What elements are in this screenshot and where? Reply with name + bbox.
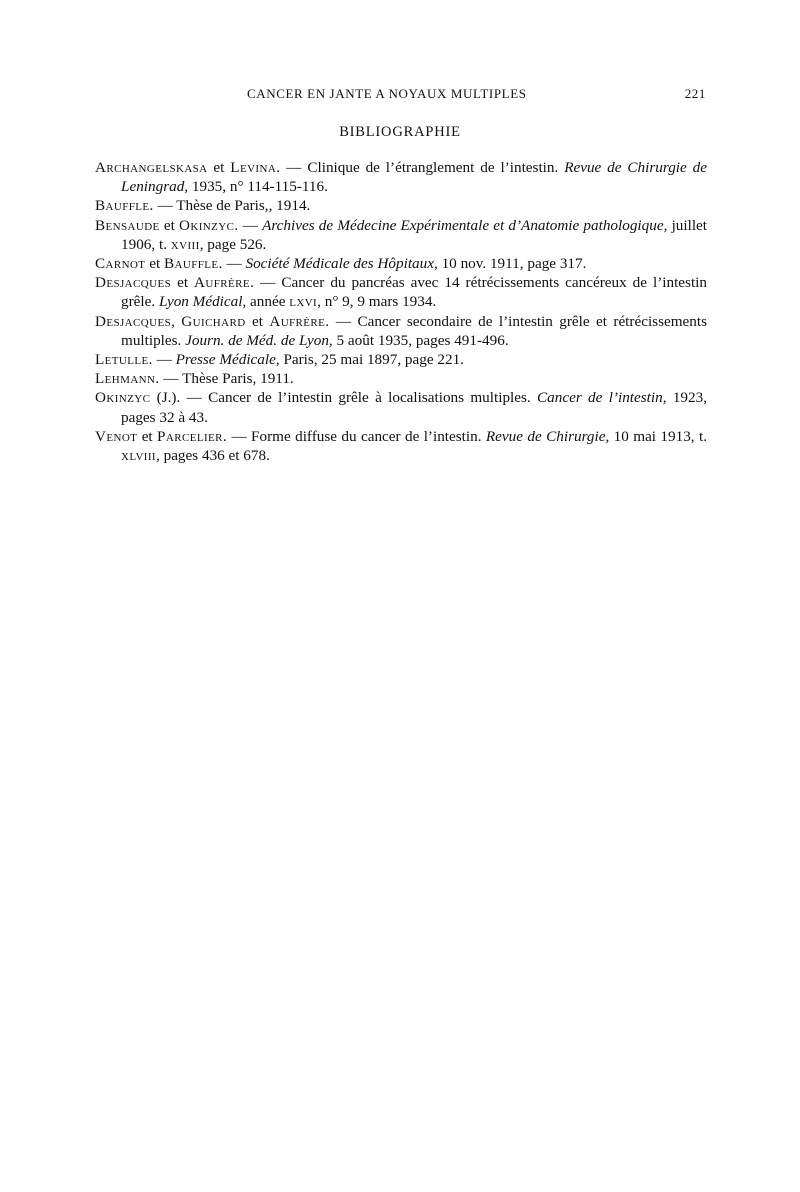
entry-text: , xyxy=(171,312,182,330)
entry-text: (J.). — Cancer de l’intestin grêle à localisations multiples. xyxy=(150,389,538,407)
entry-text: et xyxy=(171,274,195,292)
entry-text: 5 août 1935, pages 491-496. xyxy=(332,331,509,349)
bibliography-entry xyxy=(95,196,707,215)
author: Desjacques xyxy=(95,274,172,292)
bibliography-entry xyxy=(95,369,707,388)
journal-title: Société Médicale des Hôpitaux, xyxy=(245,255,438,273)
bibliography-entry xyxy=(95,158,707,196)
journal-title: Journ. de Méd. de Lyon, xyxy=(185,331,333,349)
volume-numeral: xviii xyxy=(170,235,200,253)
author: Lehmann. xyxy=(95,370,160,388)
author: Bauffle. xyxy=(95,197,154,215)
entry-text: et xyxy=(159,216,179,234)
entry-text: , page 526. xyxy=(199,235,267,253)
bibliography-entry xyxy=(95,312,707,350)
author: Desjacques xyxy=(95,312,172,330)
entry-text: — xyxy=(152,351,176,369)
author: Aufrère. xyxy=(269,312,330,330)
bibliography-entry xyxy=(95,388,707,426)
volume-numeral: xlviii xyxy=(121,447,156,465)
running-title: CANCER EN JANTE A NOYAUX MULTIPLES xyxy=(247,86,527,101)
page-number: 221 xyxy=(684,86,706,101)
bibliography-entry xyxy=(95,254,707,273)
author: Venot xyxy=(95,427,138,445)
entry-text: — Thèse de Paris,, 1914. xyxy=(153,197,311,215)
author: Guichard xyxy=(181,312,246,330)
entry-text: juillet 1906, t. xyxy=(121,216,708,253)
author: Okinzyc xyxy=(95,389,151,407)
entry-text: 10 nov. 1911, page 317. xyxy=(437,255,587,273)
author: Bensaude xyxy=(95,216,160,234)
bibliography-list xyxy=(95,158,707,465)
entry-text: , pages 436 et 678. xyxy=(156,447,270,465)
entry-text: et xyxy=(137,427,158,445)
bibliography-entry xyxy=(95,350,707,369)
volume-numeral: lxvi xyxy=(289,293,318,311)
author: Letulle. xyxy=(95,351,153,369)
section-title: BIBLIOGRAPHIE xyxy=(339,124,461,140)
author: Carnot xyxy=(95,255,146,273)
author: Parcelier. xyxy=(157,427,228,445)
author: Levina. xyxy=(230,159,281,176)
entry-text: et xyxy=(207,159,231,176)
author: Bauffle. xyxy=(163,255,223,273)
journal-title: Revue de Chirurgie de Leningrad, xyxy=(121,159,707,196)
entry-text: — Thèse Paris, 1911. xyxy=(159,370,294,388)
entry-text: — Cancer secondaire de l’intestin grêle et rétrécissements multiples. xyxy=(121,312,707,349)
journal-title: Lyon Médical, xyxy=(158,293,247,311)
journal-title: Cancer de l’intestin, xyxy=(537,389,667,407)
bibliography-entry xyxy=(95,216,707,254)
entry-text: 1935, n° 114-115-116. xyxy=(188,178,328,196)
journal-title: Archives de Médecine Expérimentale et d’Anatomie pathologique, xyxy=(262,216,668,234)
entry-text: Paris, 25 mai 1897, page 221. xyxy=(279,351,464,369)
entry-text: et xyxy=(145,255,164,273)
entry-text: — Cancer du pancréas avec 14 rétrécissements cancéreux de l’intestin grêle. xyxy=(121,274,707,311)
journal-title: Presse Médicale, xyxy=(175,351,280,369)
entry-text: 1923, pages 32 à 43. xyxy=(121,389,708,426)
entry-text: — Forme diffuse du cancer de l’intestin. xyxy=(227,427,486,445)
author: Aufrère. xyxy=(194,274,255,292)
entry-text: — xyxy=(238,216,263,234)
entry-text: année xyxy=(246,293,290,311)
entry-text: — xyxy=(222,255,246,273)
entry-text: — Clinique de l’étranglement de l’intestin. xyxy=(280,159,565,176)
bibliography-entry xyxy=(95,273,707,311)
entry-text: 10 mai 1913, t. xyxy=(609,427,708,445)
author: Okinzyc. xyxy=(179,216,239,234)
journal-title: Revue de Chirurgie, xyxy=(485,427,610,445)
entry-text: et xyxy=(245,312,270,330)
author: Archangelskasa xyxy=(95,159,208,176)
bibliography-entry xyxy=(95,427,707,465)
entry-text: , n° 9, 9 mars 1934. xyxy=(317,293,437,311)
